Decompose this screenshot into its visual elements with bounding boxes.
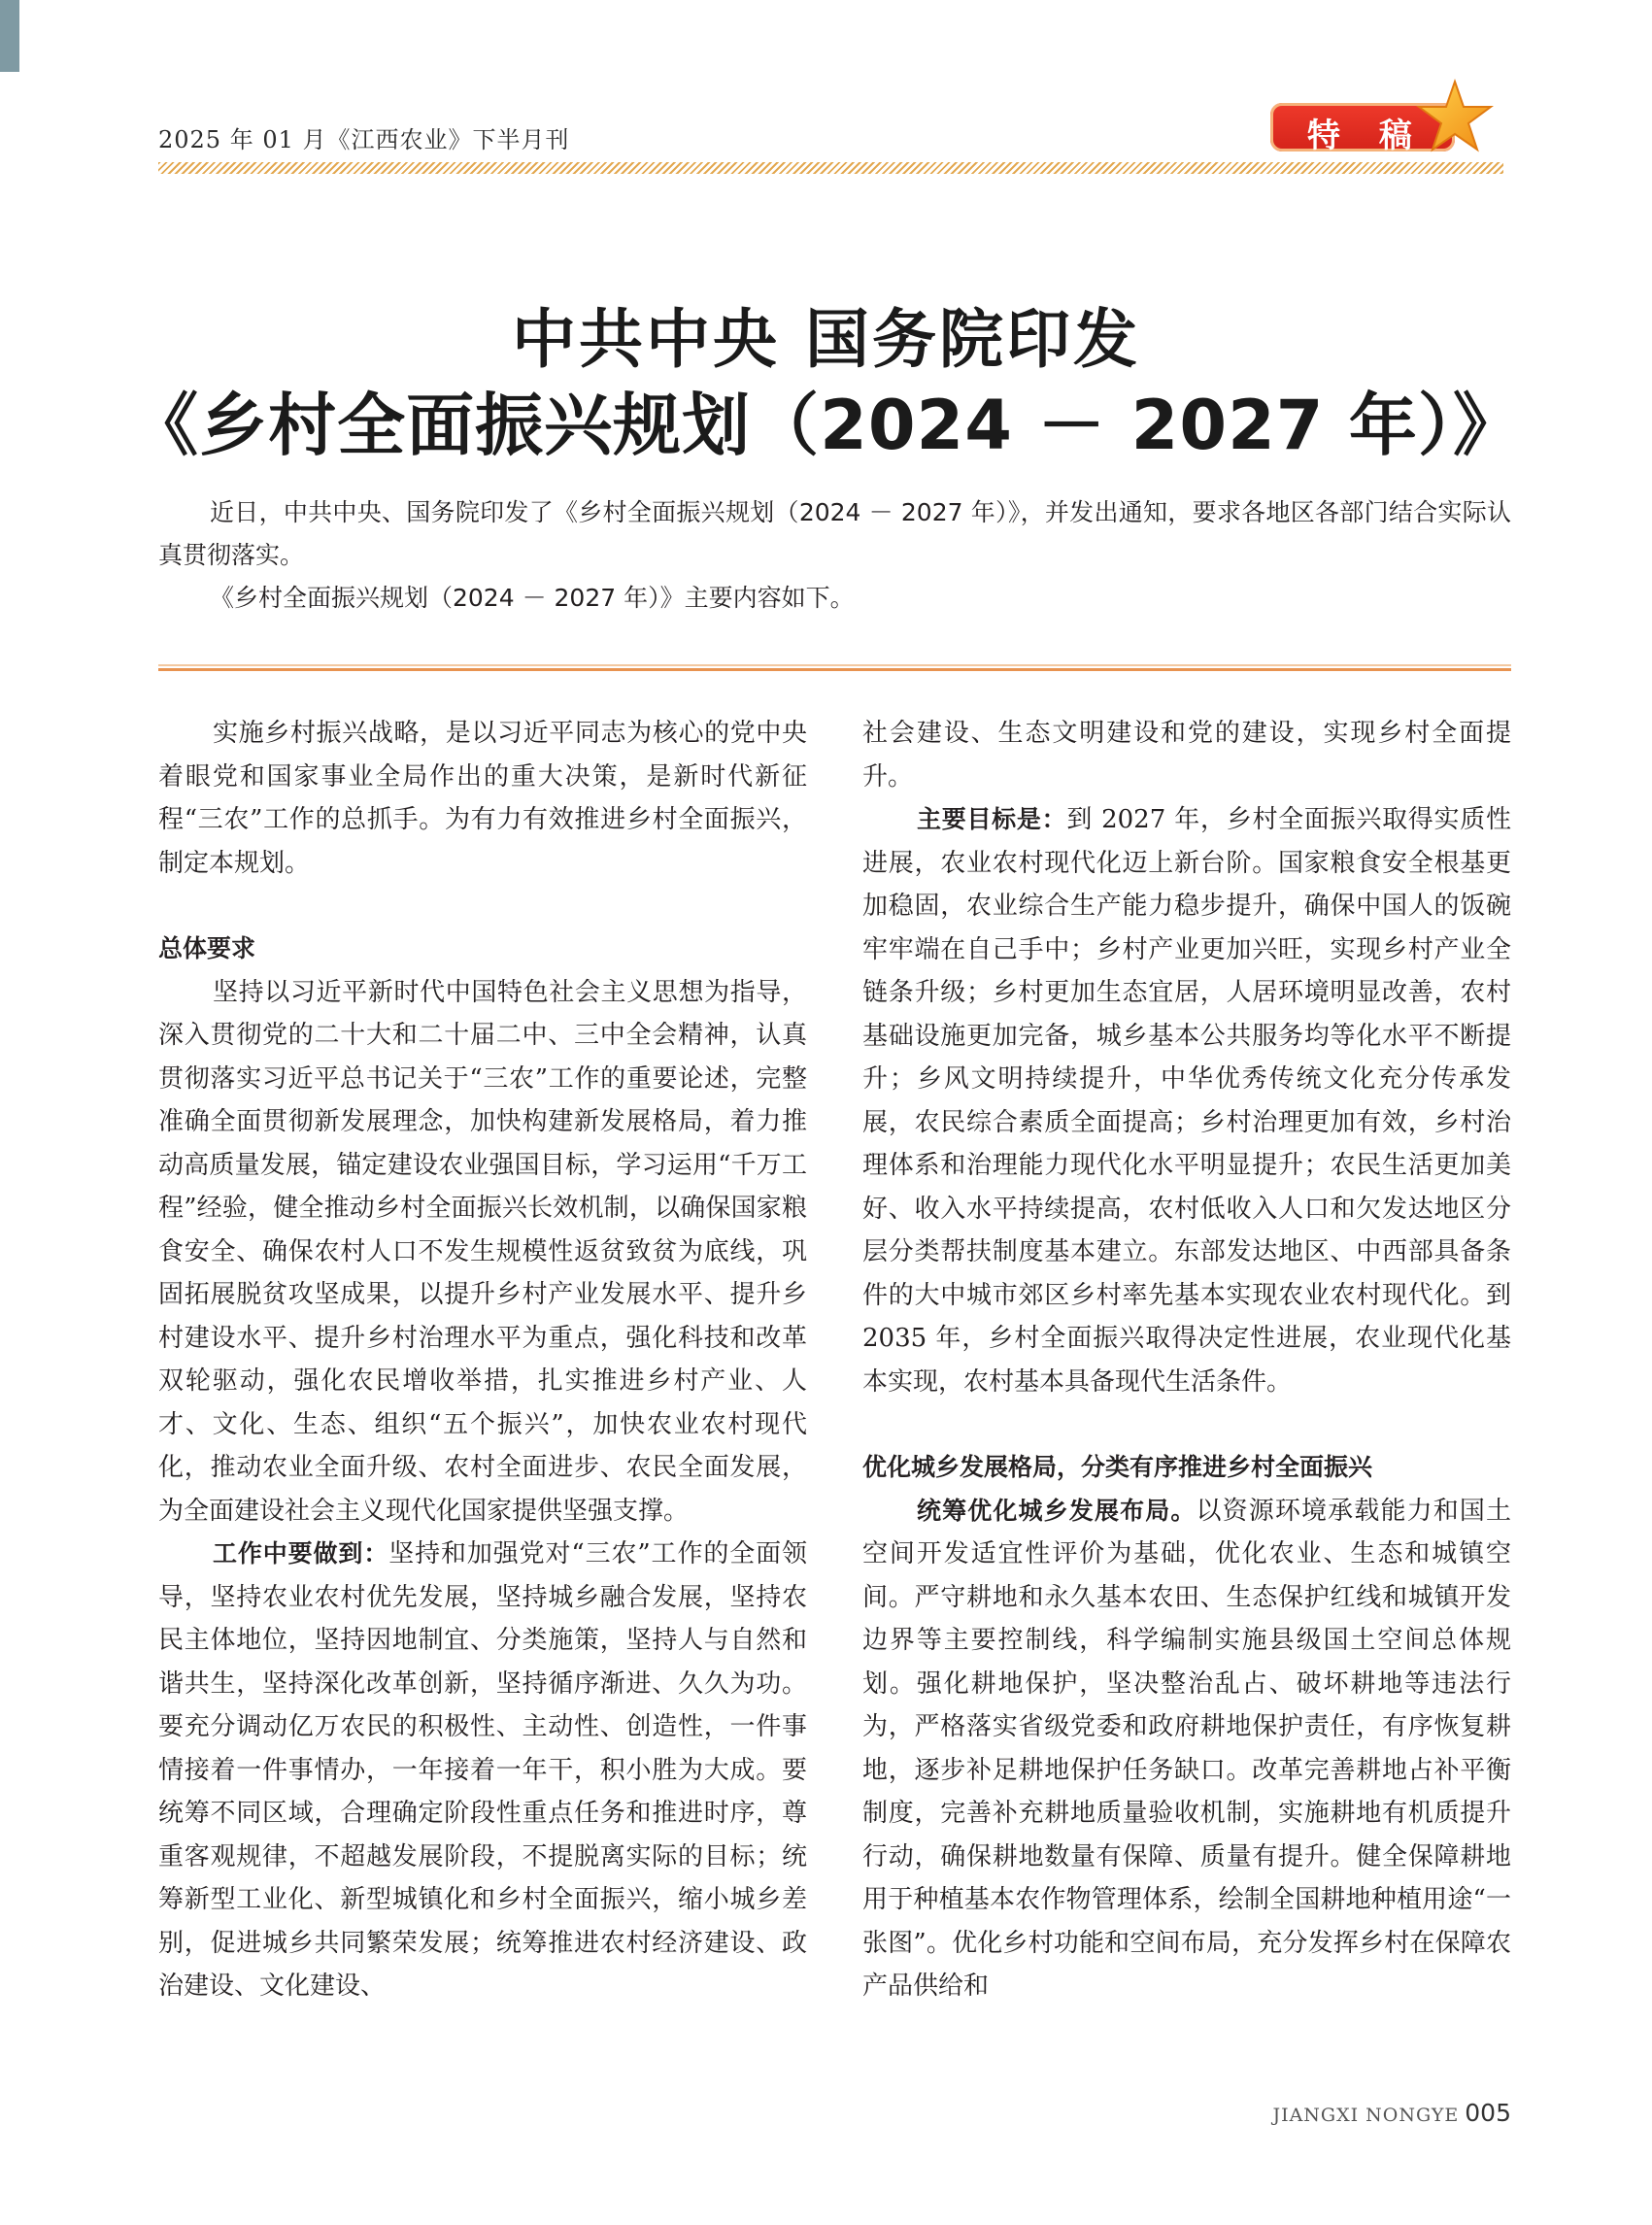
header-rule [158, 162, 1503, 174]
body-paragraph: 社会建设、生态文明建设和党的建设，实现乡村全面提升。 [862, 719, 1511, 792]
intro-paragraph: 近日，中共中央、国务院印发了《乡村全面振兴规划（2024 － 2027 年）》，并发出通知，要求各地区各部门结合实际认真贯彻落实。 [158, 498, 1511, 569]
paragraph-lead: 统筹优化城乡发展布局。 [917, 1496, 1197, 1525]
article-title-line2: 《乡村全面振兴规划（2024 － 2027 年）》 [130, 386, 1522, 465]
body-paragraph: 坚持以习近平新时代中国特色社会主义思想为指导，深入贯彻党的二十大和二十届二中、三中全会精神，认真贯彻落实习近平总书记关于“三农”工作的重要论述，完整准确全面贯彻新发展理念，加快构建新发展格局，着力推动高质量发展，锚定建设农业强国目标，学习运用“千万工程”经验，健全推动乡村全面振兴长效机制，以确保国家粮食安全、确保农村人口不发生规模性返贫致贫为底线，巩固拓展脱贫攻坚成果，以提升乡村产业发展水平、提升乡村建设水平、提升乡村治理水平为重点，强化科技和改革双轮驱动，强化农民增收举措，扎实推进乡村产业、人才、文化、生态、组织“五个振兴”，加快农业农村现代化，推动农业全面升级、农村全面进步、农民全面发展，为全面建设社会主义现代化国家提供坚强支撑。 [158, 977, 807, 1526]
paragraph-text: 以资源环境承载能力和国土空间开发适宜性评价为基础，优化农业、生态和城镇空间。严守耕地和永久基本农田、生态保护红线和城镇开发边界等主要控制线，科学编制实施县级国土空间总体规划。强化耕地保护，坚决整治乱占、破坏耕地等违法行为，严格落实省级党委和政府耕地保护责任，有序恢复耕地，逐步补足耕地保护任务缺口。改革完善耕地占补平衡制度，完善补充耕地质量验收机制，实施耕地有机质提升行动，确保耕地数量有保障、质量有提升。健全保障耕地用于种植基本农作物管理体系，绘制全国耕地种植用途“一张图”。优化乡村功能和空间布局，充分发挥乡村在保障农产品供给和 [862, 1496, 1511, 2001]
magazine-name: JIANGXI NONGYE [1272, 2105, 1460, 2126]
paragraph-text: 到 2027 年，乡村全面振兴取得实质性进展，农业农村现代化迈上新台阶。国家粮食安全根基更加稳固，农业综合生产能力稳步提升，确保中国人的饭碗牢牢端在自己手中；乡村产业更加兴旺，实现乡村产业全链条升级；乡村更加生态宜居，人居环境明显改善，农村基础设施更加完备，城乡基本公共服务均等化水平不断提升；乡风文明持续提升，中华优秀传统文化充分传承发展，农民综合素质全面提高；乡村治理更加有效，乡村治理体系和治理能力现代化水平明显提升；农民生活更加美好、收入水平持续提高，农村低收入人口和欠发达地区分层分类帮扶制度基本建立。东部发达地区、中西部具备条件的大中城市郊区乡村率先基本实现农业农村现代化。到 2035 年，乡村全面振兴取得决定性进展，农业现代化基本实现，农村基本具备现代生活条件。 [862, 805, 1511, 1397]
right-column [862, 712, 1511, 2008]
issue-header: 2025 年 01 月《江西农业》下半月刊 [158, 126, 570, 153]
intro-block [158, 491, 1511, 620]
star-icon [1416, 78, 1494, 155]
page-footer [1272, 2099, 1511, 2127]
paragraph-lead: 工作中要做到： [213, 1539, 389, 1568]
section-tag-label: 特 稿 [1307, 117, 1426, 155]
body-paragraph [158, 1533, 807, 2008]
section-tag [1270, 100, 1492, 154]
body-paragraph [862, 1490, 1511, 2008]
article-title-line1: 中共中央 国务院印发 [512, 302, 1140, 377]
body-paragraph: 实施乡村振兴战略，是以习近平同志为核心的党中央着眼党和国家事业全局作出的重大决策，是新时代新征程“三农”工作的总抓手。为有力有效推进乡村全面振兴，制定本规划。 [158, 719, 807, 878]
left-column [158, 712, 807, 2008]
intro-paragraph: 《乡村全面振兴规划（2024 － 2027 年）》主要内容如下。 [210, 584, 855, 612]
section-divider [158, 664, 1511, 671]
section-heading: 优化城乡发展格局，分类有序推进乡村全面振兴 [862, 1453, 1373, 1481]
section-heading: 总体要求 [158, 934, 256, 962]
page-number: 005 [1465, 2099, 1511, 2127]
paragraph-lead: 主要目标是： [917, 805, 1067, 833]
paragraph-text: 坚持和加强党对“三农”工作的全面领导，坚持农业农村优先发展，坚持城乡融合发展，坚持农民主体地位，坚持因地制宜、分类施策，坚持人与自然和谐共生，坚持深化改革创新，坚持循序渐进、久久为功。要充分调动亿万农民的积极性、主动性、创造性，一件事情接着一件事情办，一年接着一年干，积小胜为大成。要统筹不同区域，合理确定阶段性重点任务和推进时序，尊重客观规律，不超越发展阶段，不提脱离实际的目标；统筹新型工业化、新型城镇化和乡村全面振兴，缩小城乡差别，促进城乡共同繁荣发展；统筹推进农村经济建设、政治建设、文化建设、 [158, 1539, 807, 2001]
body-paragraph [862, 798, 1511, 1403]
corner-color-tab [0, 0, 19, 72]
